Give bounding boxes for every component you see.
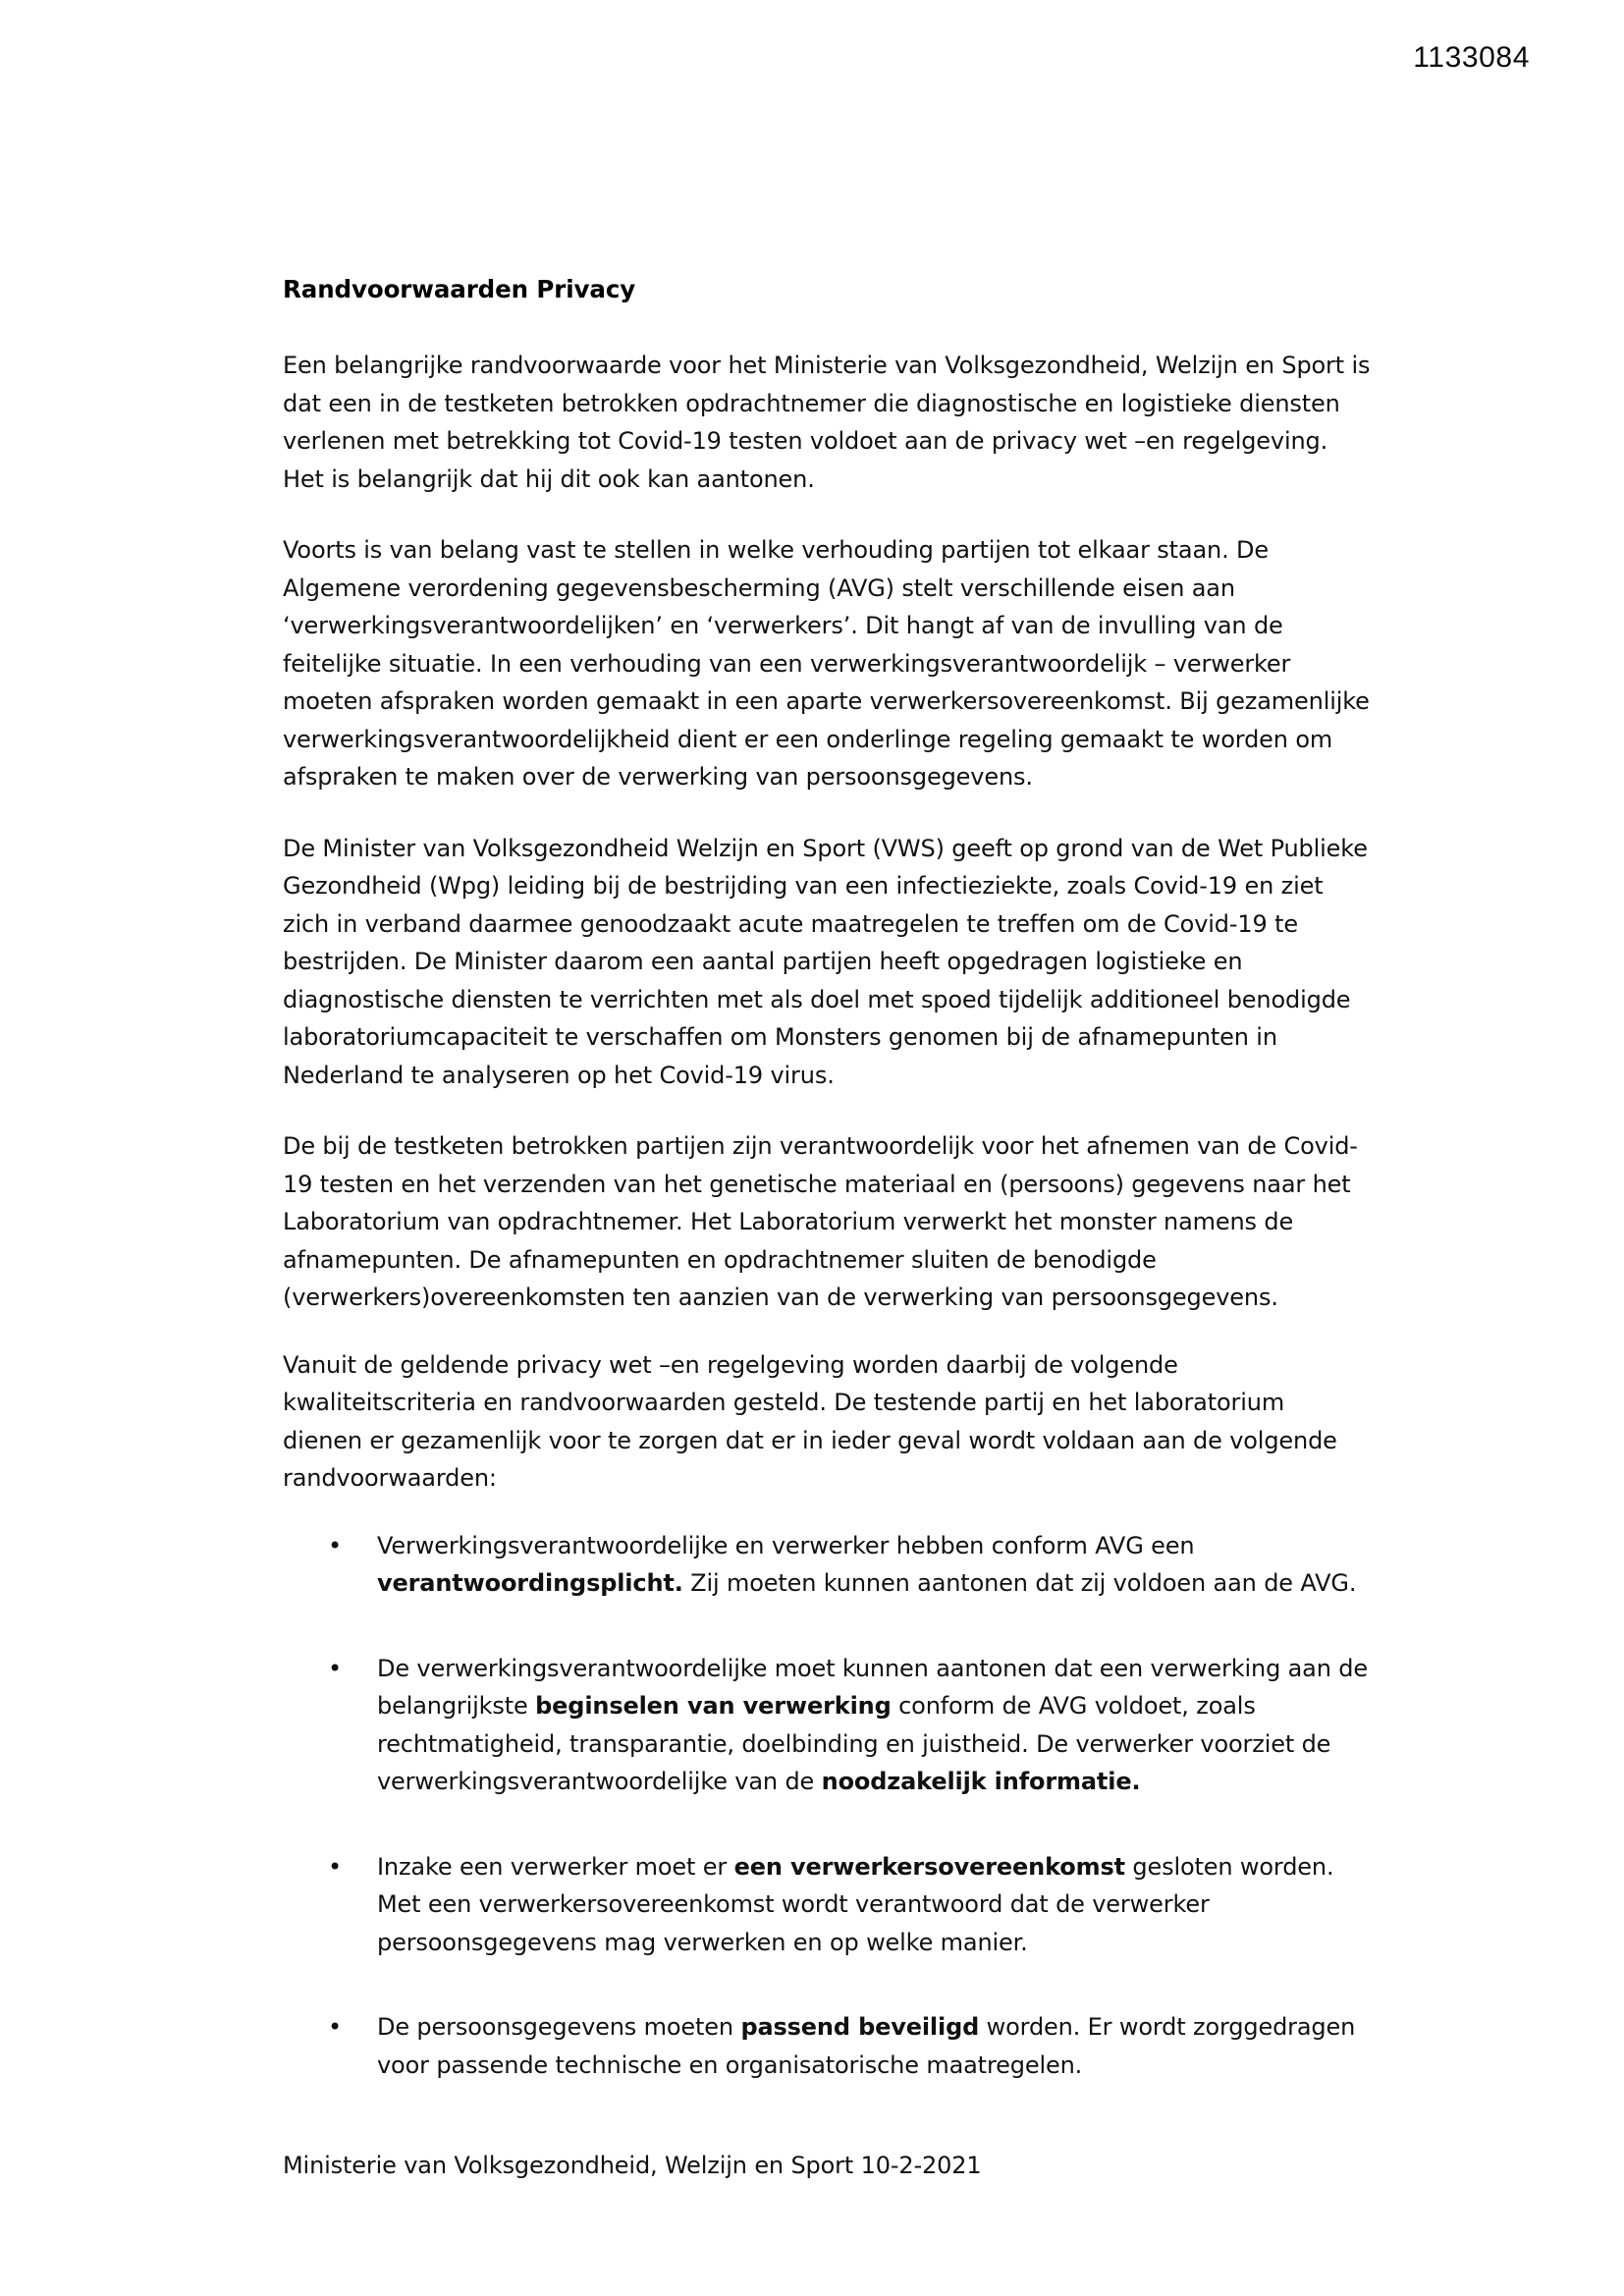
- list-item-text: Verwerkingsverantwoordelijke en verwerker hebben conform AVG een verantwoordingsplicht. Zij moeten kunnen aantonen dat zij voldoen aan de AVG.: [377, 1531, 1357, 1597]
- list-item: [283, 1650, 1371, 1801]
- list-item: [283, 1527, 1371, 1603]
- document-footer: Ministerie van Volksgezondheid, Welzijn en Sport 10-2-2021: [283, 2152, 982, 2179]
- document-body: [283, 275, 1371, 2185]
- list-item-text: De verwerkingsverantwoordelijke moet kunnen aantonen dat een verwerking aan de belangrijkste beginselen van verwerking conform de AVG voldoet, zoals rechtmatigheid, transparantie, doelbinding en juistheid. De verwerker voorziet de verwerkingsverantwoordelijke van de noodzakelijk informatie.: [377, 1654, 1368, 1795]
- page-title: Randvoorwaarden Privacy: [283, 275, 636, 303]
- paragraph-3: De Minister van Volksgezondheid Welzijn en Sport (VWS) geeft op grond van de Wet Publieke Gezondheid (Wpg) leiding bij de bestrijding van een infectieziekte, zoals Covid-19 en ziet zich in verband daarmee genoodzaakt acute maatregelen te treffen om de Covid-19 te bestrijden. De Minister daarom een aantal partijen heeft opgedragen logistieke en diagnostische diensten te verrichten met als doel met spoed tijdelijk additioneel benodigde laboratoriumcapaciteit te verschaffen om Monsters genomen bij de afnamepunten in Nederland te analyseren op het Covid-19 virus.: [283, 834, 1368, 1089]
- list-item: [283, 2008, 1371, 2084]
- list-item: [283, 1848, 1371, 1962]
- list-item-text: Inzake een verwerker moet er een verwerkersovereenkomst gesloten worden. Met een verwerkersovereenkomst wordt verantwoord dat de verwerker persoonsgegevens mag verwerken en op welke manier.: [377, 1852, 1334, 1956]
- bullet-point-icon: •: [328, 1852, 343, 1881]
- bullet-point-icon: •: [328, 1654, 343, 1682]
- randvoorwaarden-bullet-list: [283, 1527, 1371, 2085]
- paragraph-2: Voorts is van belang vast te stellen in welke verhouding partijen tot elkaar staan. De Algemene verordening gegevensbescherming (AVG) stelt verschillende eisen aan ‘verwerkingsverantwoordelijken’ en ‘verwerkers’. Dit hangt af van de invulling van de feitelijke situatie. In een verhouding van een verwerkingsverantwoordelijk – verwerker moeten afspraken worden gemaakt in een aparte verwerkersovereenkomst. Bij gezamenlijke verwerkingsverantwoordelijkheid dient er een onderlinge regeling gemaakt te worden om afspraken te maken over de verwerking van persoonsgegevens.: [283, 536, 1370, 791]
- list-item-text: De persoonsgegevens moeten passend beveiligd worden. Er wordt zorggedragen voor passende technische en organisatorische maatregelen.: [377, 2013, 1356, 2079]
- bullet-point-icon: •: [328, 1531, 343, 1559]
- paragraph-4: De bij de testketen betrokken partijen zijn verantwoordelijk voor het afnemen van de Covid-19 testen en het verzenden van het genetische materiaal en (persoons) gegevens naar het Laboratorium van opdrachtnemer. Het Laboratorium verwerkt het monster namens de afnamepunten. De afnamepunten en opdrachtnemer sluiten de benodigde (verwerkers)overeenkomsten ten aanzien van de verwerking van persoonsgegevens.: [283, 1132, 1358, 1311]
- paragraph-5: Vanuit de geldende privacy wet –en regelgeving worden daarbij de volgende kwaliteitscriteria en randvoorwaarden gesteld. De testende partij en het laboratorium dienen er gezamenlijk voor te zorgen dat er in ieder geval wordt voldaan aan de volgende randvoorwaarden:: [283, 1350, 1337, 1492]
- bullet-point-icon: •: [328, 2013, 343, 2041]
- paragraph-1: Een belangrijke randvoorwaarde voor het Ministerie van Volksgezondheid, Welzijn en Sport is dat een in de testketen betrokken opdrachtnemer die diagnostische en logistieke diensten verlenen met betrekking tot Covid-19 testen voldoet aan de privacy wet –en regelgeving. Het is belangrijk dat hij dit ook kan aantonen.: [283, 352, 1371, 493]
- document-reference-number: 1133084: [1413, 41, 1530, 74]
